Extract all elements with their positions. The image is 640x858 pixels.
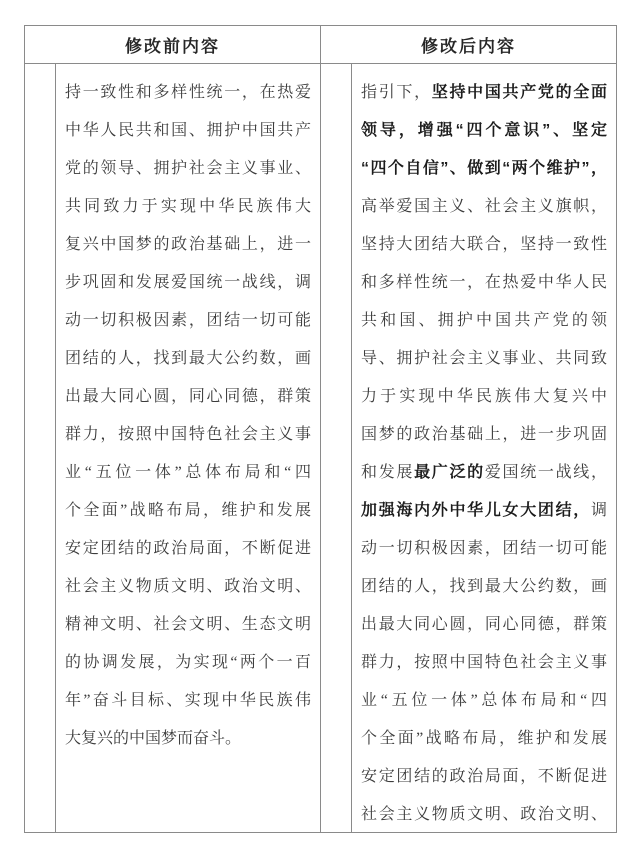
body-text: 高举爱国主义、社会主义旗帜， [361, 198, 607, 215]
text-line [361, 226, 607, 264]
body-text: 和多样性统一，在热爱中华人民 [361, 274, 607, 291]
body-text: 出最大同心圆，同心同德，群策 [65, 388, 311, 405]
text-line [361, 758, 607, 796]
body-text: 和发展 [361, 464, 415, 481]
text-line [361, 340, 607, 378]
body-text: 业“五位一体”总体布局和“四 [65, 464, 311, 481]
body-text: 党的领导、拥护社会主义事业、 [65, 160, 311, 177]
body-text: 导、拥护社会主义事业、共同致 [361, 350, 607, 367]
body-text: 大复兴的中国梦而奋斗。 [65, 730, 242, 747]
body-text: 共和国、拥护中国共产党的领 [361, 312, 607, 329]
text-line [65, 340, 311, 378]
body-text: 团结的人，找到最大公约数，画 [65, 350, 311, 367]
before-gutter-cell [25, 64, 56, 832]
body-text: 指引下， [361, 84, 432, 101]
body-text: 持一致性和多样性统一，在热爱 [65, 84, 311, 101]
text-line [361, 74, 607, 112]
body-text: 步巩固和发展爱国统一战线，调 [65, 274, 311, 291]
body-text: 国梦的政治基础上，进一步巩固 [361, 426, 607, 443]
text-line [65, 74, 311, 112]
body-text: 的协调发展，为实现“两个一百 [65, 654, 311, 671]
body-text: 动一切积极因素，团结一切可能 [361, 540, 607, 557]
text-line [361, 150, 607, 188]
text-line [65, 454, 311, 492]
text-line [65, 644, 311, 682]
revised-bold-text: 坚持中国共产党的全面 [431, 84, 607, 101]
body-text: 共同致力于实现中华民族伟大 [65, 198, 311, 215]
revised-bold-text: 领导，增强“四个意识”、坚定 [361, 122, 607, 139]
body-text: 业“五位一体”总体布局和“四 [361, 692, 607, 709]
revised-bold-text: 加强海内外中华儿女大团结， [361, 502, 591, 519]
body-text: 群力，按照中国特色社会主义事 [361, 654, 607, 671]
text-line [361, 416, 607, 454]
text-line [65, 226, 311, 264]
text-line [361, 682, 607, 720]
body-text: 坚持大团结大联合，坚持一致性 [361, 236, 607, 253]
body-text: 出最大同心圆，同心同德，群策 [361, 616, 607, 633]
body-text: 精神文明、社会文明、生态文明 [65, 616, 311, 633]
text-line [361, 492, 607, 530]
after-revision-text [352, 64, 616, 832]
body-text: 安定团结的政治局面，不断促进 [65, 540, 311, 557]
body-text: 动一切积极因素，团结一切可能 [65, 312, 311, 329]
text-line [361, 644, 607, 682]
table-header-row [25, 26, 616, 64]
text-line [65, 378, 311, 416]
body-text: 中华人民共和国、拥护中国共产 [65, 122, 311, 139]
text-line [361, 454, 607, 492]
text-line [361, 606, 607, 644]
text-line [65, 188, 311, 226]
text-line [65, 530, 311, 568]
header-before-revision: 修改前内容 [25, 26, 321, 63]
text-line [65, 720, 311, 758]
text-line [65, 492, 311, 530]
text-line [65, 606, 311, 644]
revised-bold-text: 最广泛的 [414, 464, 485, 481]
body-text: 爱国统一战线， [484, 464, 607, 481]
body-text: 社会主义物质文明、政治文明、 [65, 578, 311, 595]
before-revision-column [25, 64, 321, 832]
body-text: 力于实现中华民族伟大复兴中 [361, 388, 607, 405]
table-body-row [25, 64, 616, 832]
text-line [361, 796, 607, 832]
after-gutter-cell [321, 64, 352, 832]
text-line [65, 682, 311, 720]
text-line [361, 720, 607, 758]
text-line [65, 302, 311, 340]
body-text: 年”奋斗目标、实现中华民族伟 [65, 692, 311, 709]
text-line [361, 264, 607, 302]
text-line [361, 188, 607, 226]
header-after-revision: 修改后内容 [421, 37, 516, 56]
text-line [361, 302, 607, 340]
revised-bold-text: “四个自信”、做到“两个维护”， [361, 160, 607, 177]
body-text: 个全面”战略布局，维护和发展 [65, 502, 311, 519]
text-line [65, 150, 311, 188]
comparison-table [24, 25, 617, 833]
text-line [361, 112, 607, 150]
body-text: 调 [590, 502, 607, 519]
body-text: 社会主义物质文明、政治文明、 [361, 806, 607, 823]
text-line [65, 416, 311, 454]
text-line [361, 530, 607, 568]
body-text: 团结的人，找到最大公约数，画 [361, 578, 607, 595]
body-text: 安定团结的政治局面，不断促进 [361, 768, 607, 785]
text-line [65, 568, 311, 606]
before-revision-text [56, 64, 320, 832]
after-revision-column [321, 64, 616, 832]
body-text: 复兴中国梦的政治基础上，进一 [65, 236, 311, 253]
body-text: 个全面”战略布局，维护和发展 [361, 730, 607, 747]
body-text: 群力，按照中国特色社会主义事 [65, 426, 311, 443]
text-line [361, 378, 607, 416]
text-line [65, 264, 311, 302]
text-line [361, 568, 607, 606]
text-line [65, 112, 311, 150]
